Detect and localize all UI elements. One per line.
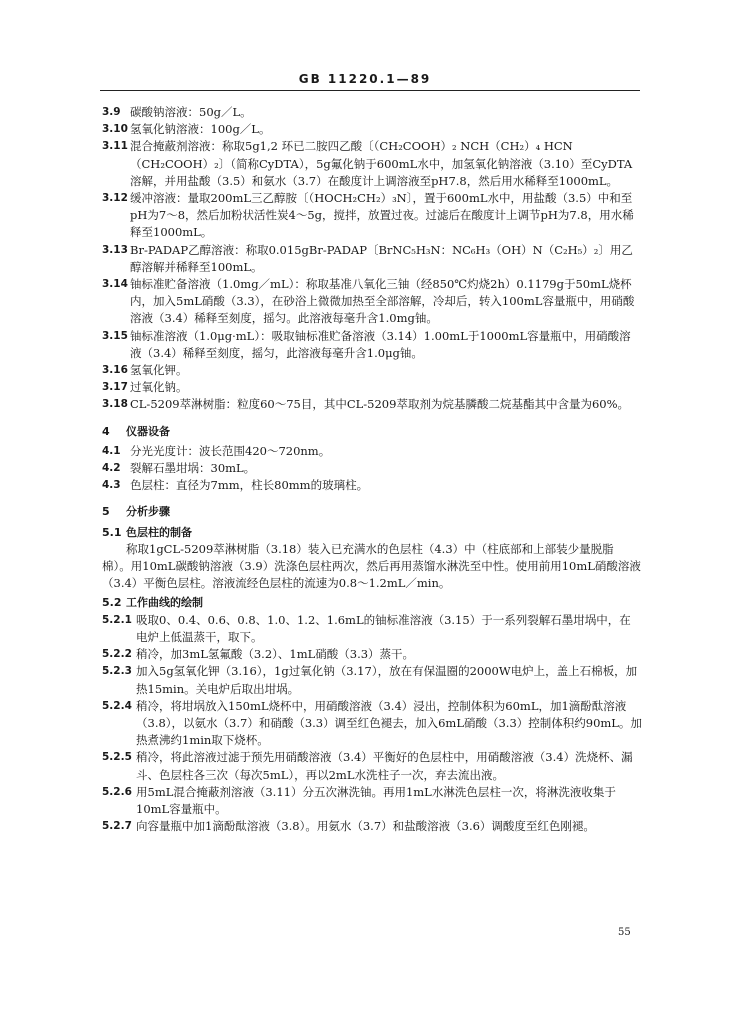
clause-number: 3.18 (102, 398, 128, 411)
section-heading (102, 423, 642, 440)
clause-number: 4.3 (102, 479, 121, 492)
clause-text: 稍冷，加3mL氢氟酸（3.2）、1mL硝酸（3.3）蒸干。 (136, 647, 415, 662)
section-title: 仪器设备 (126, 424, 170, 438)
clause-text: 向容量瓶中加1滴酚酞溶液（3.8）。用氨水（3.7）和盐酸溶液（3.6）调酸度至红色刚褪。 (136, 819, 595, 834)
clause-text: 铀标准贮备溶液（1.0mg／mL）：称取基准八氧化三铀（经850℃灼烧2h）0.1179g于50mL烧杯内，加入5mL硝酸（3.3），在砂浴上微微加热至全部溶解，冷却后，转入100mL容量瓶中，用硝酸溶液（3.4）稀释至刻度，摇匀。此溶液每毫升含1.0mg铀。 (130, 277, 635, 326)
clause-text: 氢氧化钠溶液：100g／L。 (130, 122, 271, 137)
clause-number: 5.2.2 (102, 648, 132, 661)
subsection-number: 5.1 (102, 525, 122, 539)
clause-item (102, 276, 642, 328)
clause-number: 3.17 (102, 381, 128, 394)
clause-item (102, 646, 642, 663)
clause-number: 4.2 (102, 462, 121, 475)
clause-item (102, 749, 642, 783)
clause-text: 稍冷，将此溶液过滤于预先用硝酸溶液（3.4）平衡好的色层柱中，用硝酸溶液（3.4）洗烧杯、漏斗、色层柱各三次（每次5mL），再以2mL水洗柱子一次，弃去流出液。 (136, 750, 633, 782)
subsection-title: 工作曲线的绘制 (126, 596, 203, 610)
section-heading (102, 503, 642, 520)
clause-item (102, 190, 642, 242)
document-body (102, 104, 642, 835)
clause-text: 铀标准溶液（1.0μg·mL）：吸取铀标准贮备溶液（3.14）1.00mL于1000mL容量瓶中，用硝酸溶液（3.4）稀释至刻度，摇匀，此溶液每毫升含1.0μg铀。 (130, 328, 631, 360)
clause-item (102, 663, 642, 697)
clause-number: 3.13 (102, 243, 128, 256)
clause-number: 3.12 (102, 192, 128, 205)
clause-item (102, 818, 642, 835)
clause-number: 5.2.1 (102, 613, 132, 626)
clause-item (102, 396, 642, 413)
subsection-heading (102, 524, 642, 541)
standard-header: GB 11220.1—89 (298, 72, 432, 86)
page-number: 55 (618, 927, 631, 938)
clause-text: 混合掩蔽剂溶液：称取5g1,2 环已二胺四乙酸〔（CH₂COOH）₂ NCH（CH₂）₄ HCN（CH₂COOH）₂〕（简称CyDTA），5g氟化钠于600mL水中，加氢氧化钠溶液（3.10）至CyDTA溶解，并用盐酸（3.5）和氨水（3.7）在酸度计上调溶液至pH7.8，然后用水稀释至1000mL。 (130, 139, 633, 188)
subsection-number: 5.2 (102, 596, 122, 610)
clause-item (102, 121, 642, 138)
clause-text: 吸取0、0.4、0.6、0.8、1.0、1.2、1.6mL的铀标准溶液（3.15）于一系列裂解石墨坩埚中，在电炉上低温蒸干，取下。 (136, 612, 631, 644)
clause-item (102, 104, 642, 121)
section-number: 5 (102, 505, 110, 519)
clause-text: 氢氧化钾。 (130, 363, 188, 378)
clause-text: 碳酸钠溶液：50g／L。 (130, 105, 252, 119)
clause-text: CL-5209萃淋树脂：粒度60～75目，其中CL-5209萃取剂为烷基膦酸二烷基酯其中含量为60%。 (130, 397, 629, 412)
clause-text: 裂解石墨坩埚：30mL。 (130, 461, 256, 476)
section-title: 分析步骤 (126, 505, 170, 519)
clause-item (102, 477, 642, 494)
clause-item (102, 784, 642, 818)
clause-text: 加入5g氢氧化钾（3.16），1g过氧化钠（3.17），放在有保温圈的2000W电炉上，盖上石棉板，加热15min。关电炉后取出坩埚。 (136, 664, 638, 696)
clause-number: 5.2.6 (102, 785, 132, 798)
clause-item (102, 460, 642, 477)
subsection-heading (102, 594, 642, 611)
clause-item (102, 443, 642, 460)
clause-number: 3.10 (102, 123, 128, 136)
procedure-list (102, 612, 642, 836)
clause-number: 3.15 (102, 329, 128, 342)
clause-number: 4.1 (102, 444, 121, 457)
clause-text: 分光光度计：波长范围420～720nm。 (130, 443, 331, 458)
clause-text: 色层柱：直径为7mm，柱长80mm的玻璃柱。 (130, 478, 369, 493)
clause-text: 用5mL混合掩蔽剂溶液（3.11）分五次淋洗铀。再用1mL水淋洗色层柱一次，将淋洗液收集于10mL容量瓶中。 (136, 784, 616, 816)
section-number: 4 (102, 424, 110, 438)
clause-text: Br-PADAP乙醇溶液：称取0.015gBr-PADAP〔BrNC₅H₃N：NC₆H₃（OH）N（C₂H₅）₂〕用乙醇溶解并稀释至100mL。 (130, 242, 633, 274)
clause-text: 稍冷，将坩埚放入150mL烧杯中，用硝酸溶液（3.4）浸出，控制体积为60mL，加1滴酚酞溶液（3.8），以氨水（3.7）和硝酸（3.3）调至红色褪去，加入6mL硝酸（3.3）控制体积约90mL。加热煮沸约1min取下烧杯。 (136, 698, 642, 748)
clause-item (102, 138, 642, 190)
paragraph: 称取1gCL-5209萃淋树脂（3.18）装入已充满水的色层柱（4.3）中（柱底部和上部装少量脱脂棉）。用10mL碳酸钠溶液（3.9）洗涤色层柱两次，然后再用蒸馏水淋洗至中性。使用前用10mL硝酸溶液（3.4）平衡色层柱。溶液流经色层柱的流速为0.8～1.2mL／min。 (102, 541, 641, 591)
header-rule (100, 90, 640, 91)
clause-number: 3.9 (102, 106, 121, 118)
clause-item (102, 698, 642, 750)
clause-number: 3.11 (102, 140, 128, 153)
clause-item (102, 328, 642, 362)
clause-number: 5.2.5 (102, 751, 132, 764)
clause-item (102, 242, 642, 276)
equipment-list (102, 443, 642, 495)
clause-number: 5.2.3 (102, 665, 132, 678)
subsection-title: 色层柱的制备 (126, 525, 192, 539)
reagent-list (102, 104, 642, 414)
clause-item (102, 612, 642, 646)
clause-item (102, 379, 642, 396)
clause-number: 5.2.7 (102, 820, 132, 833)
clause-number: 3.14 (102, 278, 128, 291)
clause-text: 过氧化钠。 (130, 380, 188, 395)
clause-number: 3.16 (102, 364, 128, 377)
clause-number: 5.2.4 (102, 699, 132, 712)
clause-text: 缓冲溶液：量取200mL三乙醇胺〔（HOCH₂CH₂）₃N〕，置于600mL水中，用盐酸（3.5）中和至pH为7～8，然后加粉状活性炭4～5g，搅拌，放置过夜。过滤后在酸度计上调节pH为7.8，用水稀释至1000mL。 (130, 191, 634, 240)
clause-item (102, 362, 642, 379)
